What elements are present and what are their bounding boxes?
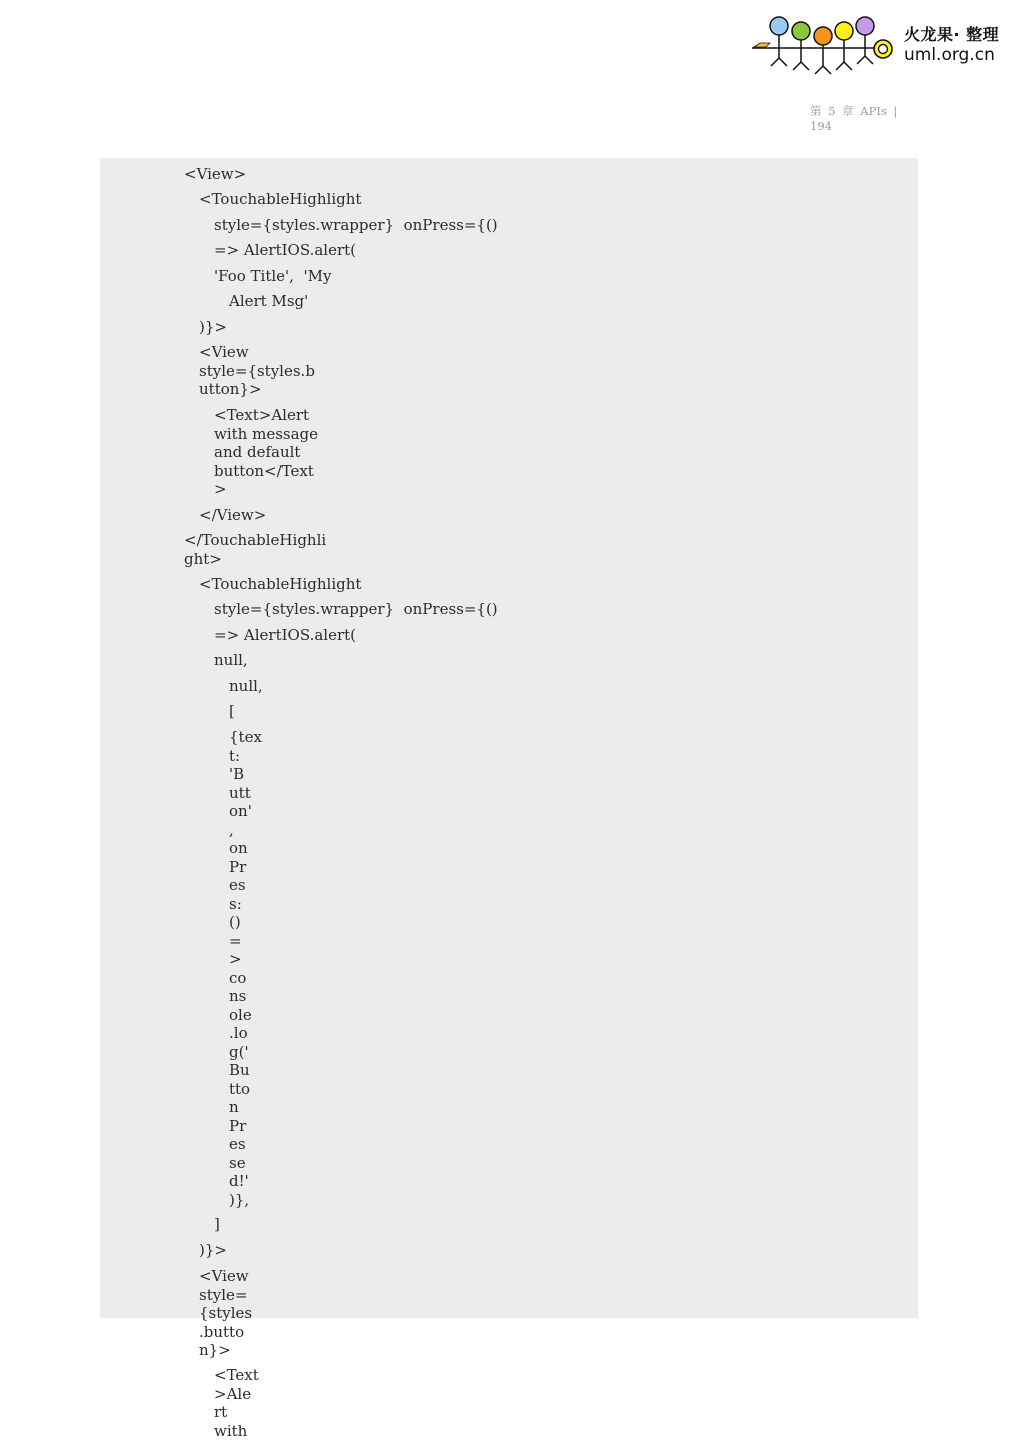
code-line: null,	[214, 651, 248, 669]
code-line: => AlertIOS.alert(	[214, 241, 357, 259]
code-line: <View style={styles.b utton}>	[199, 343, 315, 398]
code-line: <TouchableHighlight	[199, 575, 362, 593]
code-line: </TouchableHighli ght>	[184, 531, 327, 568]
code-line: <Text>Alert with message and default button</Text >	[214, 406, 319, 498]
code-line: )}>	[199, 1241, 227, 1259]
code-line: null,	[229, 677, 263, 695]
code-line: => AlertIOS.alert(	[214, 626, 357, 644]
chapter-label: 第 5 章 APIs |	[810, 104, 898, 118]
code-line: style={styles.wrapper} onPress={()	[214, 600, 498, 618]
code-line: ]	[214, 1215, 220, 1233]
code-line: <TouchableHighlight	[199, 190, 362, 208]
code-line: <View>	[184, 165, 247, 183]
code-line: {tex t: 'B utt on' , on Pr es s: () = > co ns ole .lo g(' Bu tto n Pr es se d!' )},	[229, 728, 262, 1209]
code-line: )}>	[199, 318, 227, 336]
code-line: style={styles.wrapper} onPress={()	[214, 216, 498, 234]
logo-subtitle: uml.org.cn	[904, 45, 995, 65]
page-number: 194	[810, 119, 832, 133]
code-line: </View>	[199, 506, 267, 524]
code-line: <View style= {styles .butto n}>	[199, 1267, 253, 1359]
code-line: Alert Msg'	[229, 292, 309, 310]
code-line: <Text >Ale rt with	[214, 1366, 259, 1440]
page-reference	[810, 104, 920, 134]
code-line: 'Foo Title', 'My	[214, 267, 332, 285]
code-line: [	[229, 702, 235, 720]
stick-figures-logo-icon	[748, 10, 898, 80]
logo	[748, 10, 1018, 80]
logo-title: 火龙果· 整理	[904, 25, 1000, 44]
